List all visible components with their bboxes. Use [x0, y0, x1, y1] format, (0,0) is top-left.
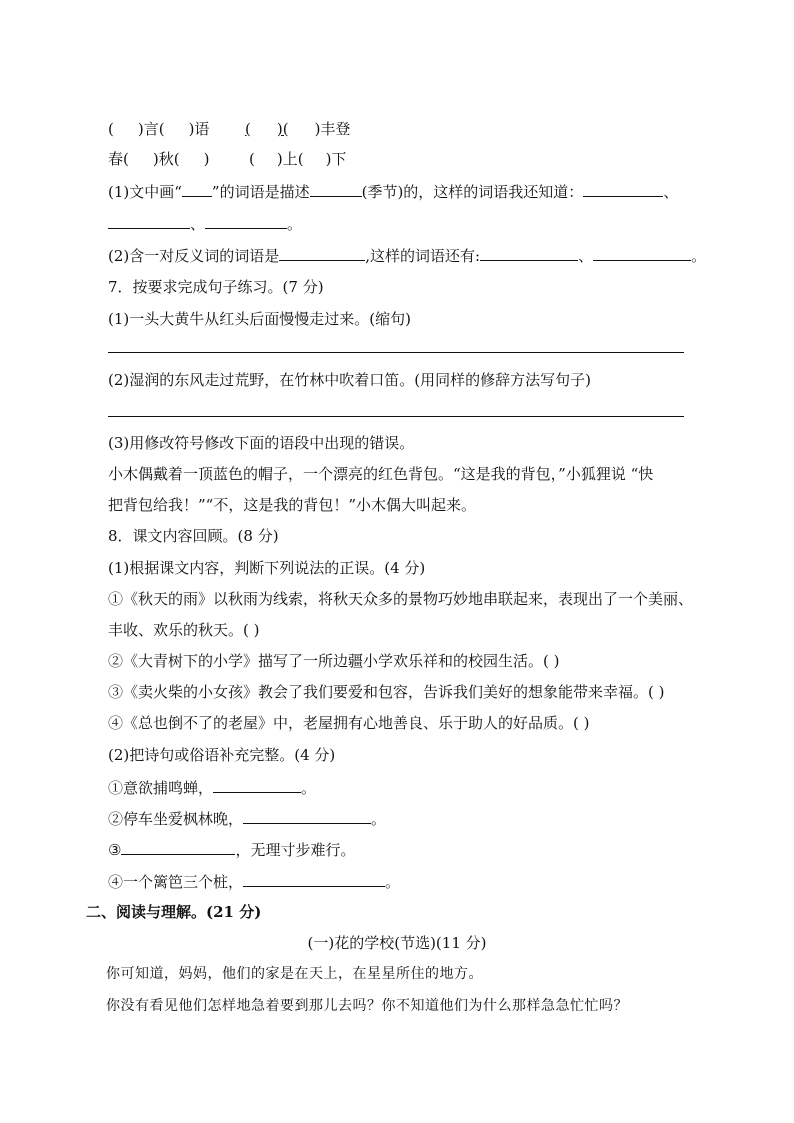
q8-item-2[interactable]: ②《大青树下的小学》描写了一所边疆小学欢乐祥和的校园生活。( ): [108, 652, 560, 670]
sub2-text-b: ,这样的词语还有:: [365, 247, 481, 265]
q7-s1: (1)一头大黄牛从红头后面慢慢走过来。(缩句): [108, 310, 411, 328]
antonym-blank-1[interactable]: [480, 245, 578, 261]
q6-sub1-line2: [108, 213, 302, 234]
q8-item-3[interactable]: ③《卖火柴的小女孩》教会了我们要爱和包容，告诉我们美好的想象能带来幸福。( ): [108, 683, 665, 701]
sub1-sep: 、: [663, 183, 679, 201]
q7-title: 7．按要求完成句子练习。(7 分): [108, 278, 324, 296]
q8-item-1-line-1: ①《秋天的雨》以秋雨为线索，将秋天众多的景物巧妙地串联起来，表现出了一个美丽、: [108, 590, 694, 608]
idiom-1-mid: )言(: [137, 120, 165, 138]
sub1-text-c: (季节)的，这样的词语我还知道：: [361, 183, 584, 201]
poem-1-end: 。: [301, 779, 317, 797]
idiom-1-open: (: [108, 120, 114, 138]
idiom-4-open: (: [249, 150, 255, 168]
q8-title: 8．课文内容回顾。(8 分): [108, 527, 279, 545]
proverb-3: [108, 839, 355, 860]
idiom-2-end: )丰登: [314, 120, 351, 138]
proverb-3-text: ，无理寸步难行。: [235, 841, 356, 859]
idiom-3-start: 春(: [108, 150, 129, 168]
poem-1-blank[interactable]: [213, 777, 301, 793]
q7-paragraph-line-2: 把背包给我！”“不，这是我的背包！”小木偶大叫起来。: [108, 496, 477, 514]
idiom-4-mid: )上(: [276, 150, 304, 168]
sub1-line2-end: 。: [287, 215, 303, 233]
word-blank-3[interactable]: [205, 213, 287, 229]
q7-s2: (2)湿润的东风走过荒野，在竹林中吹着口笛。(用同样的修辞方法写句子): [108, 371, 591, 389]
q7-s3: (3)用修改符号修改下面的语段中出现的错误。: [108, 434, 415, 452]
proverb-4: [108, 871, 400, 892]
idiom-2-underlined[interactable]: ( )(: [245, 120, 289, 138]
poem-1: [108, 777, 316, 798]
antonym-word-blank[interactable]: [279, 245, 365, 261]
q8-item-4[interactable]: ④《总也倒不了的老屋》中，老屋拥有心地善良、乐于助人的好品质。( ): [108, 714, 590, 732]
word-blank-1[interactable]: [583, 181, 663, 197]
sub2-text-a: (2)含一对反义词的词语是: [108, 247, 280, 265]
sub2-end: 。: [691, 247, 707, 265]
word-blank-2[interactable]: [108, 213, 190, 229]
idiom-3-mid: )秋(: [152, 150, 180, 168]
idiom-3-end: ): [203, 150, 210, 168]
sub1-text-a: (1)文中画“: [108, 183, 182, 201]
q6-sub1-line1: [108, 181, 678, 202]
proverb-3-num: ③: [108, 841, 122, 859]
poem-1-text: ①意欲捕鸣蝉，: [108, 779, 214, 797]
q7-paragraph-line-1: 小木偶戴着一顶蓝色的帽子，一个漂亮的红色背包。“这是我的背包，”小狐狸说 “快: [108, 465, 654, 483]
proverb-3-blank[interactable]: [121, 839, 235, 855]
poem-2-blank[interactable]: [243, 808, 371, 824]
idiom-1-end: )语: [188, 120, 210, 138]
proverb-4-end: 。: [385, 873, 401, 891]
answer-line-1[interactable]: [108, 352, 684, 353]
poem-2: [108, 808, 386, 829]
q8-s2: (2)把诗句或俗语补充完整。(4 分): [108, 746, 336, 764]
q8-s1: (1)根据课文内容，判断下列说法的正误。(4 分): [108, 559, 426, 577]
passage-title: (一)花的学校(节选)(11 分): [307, 934, 487, 952]
q8-item-1-line-2[interactable]: 丰收、欢乐的秋天。( ): [108, 621, 260, 639]
idiom-row-2: [108, 149, 346, 169]
answer-line-2[interactable]: [108, 416, 684, 417]
sub1-line2-sep: 、: [190, 215, 206, 233]
sample-underline: [182, 181, 212, 197]
passage-line-1: 你可知道，妈妈，他们的家是在天上，在星星所住的地方。: [106, 966, 483, 982]
poem-2-end: 。: [371, 810, 387, 828]
q6-sub2: [108, 245, 706, 266]
idiom-4-end: )下: [325, 150, 347, 168]
sub2-sep: 、: [578, 247, 594, 265]
sub1-text-b: ”的词语是描述: [211, 183, 310, 201]
passage-line-2: 你没有看见他们怎样地急着要到那儿去吗？你不知道他们为什么那样急急忙忙吗？: [106, 998, 628, 1014]
idiom-row-1: [108, 119, 350, 139]
antonym-blank-2[interactable]: [593, 245, 691, 261]
proverb-4-text: ④一个篱笆三个桩，: [108, 873, 244, 891]
section-2-heading: 二、阅读与理解。(21 分): [86, 903, 262, 921]
poem-2-text: ②停车坐爱枫林晚，: [108, 810, 244, 828]
season-blank[interactable]: [310, 181, 362, 197]
proverb-4-blank[interactable]: [243, 871, 385, 887]
